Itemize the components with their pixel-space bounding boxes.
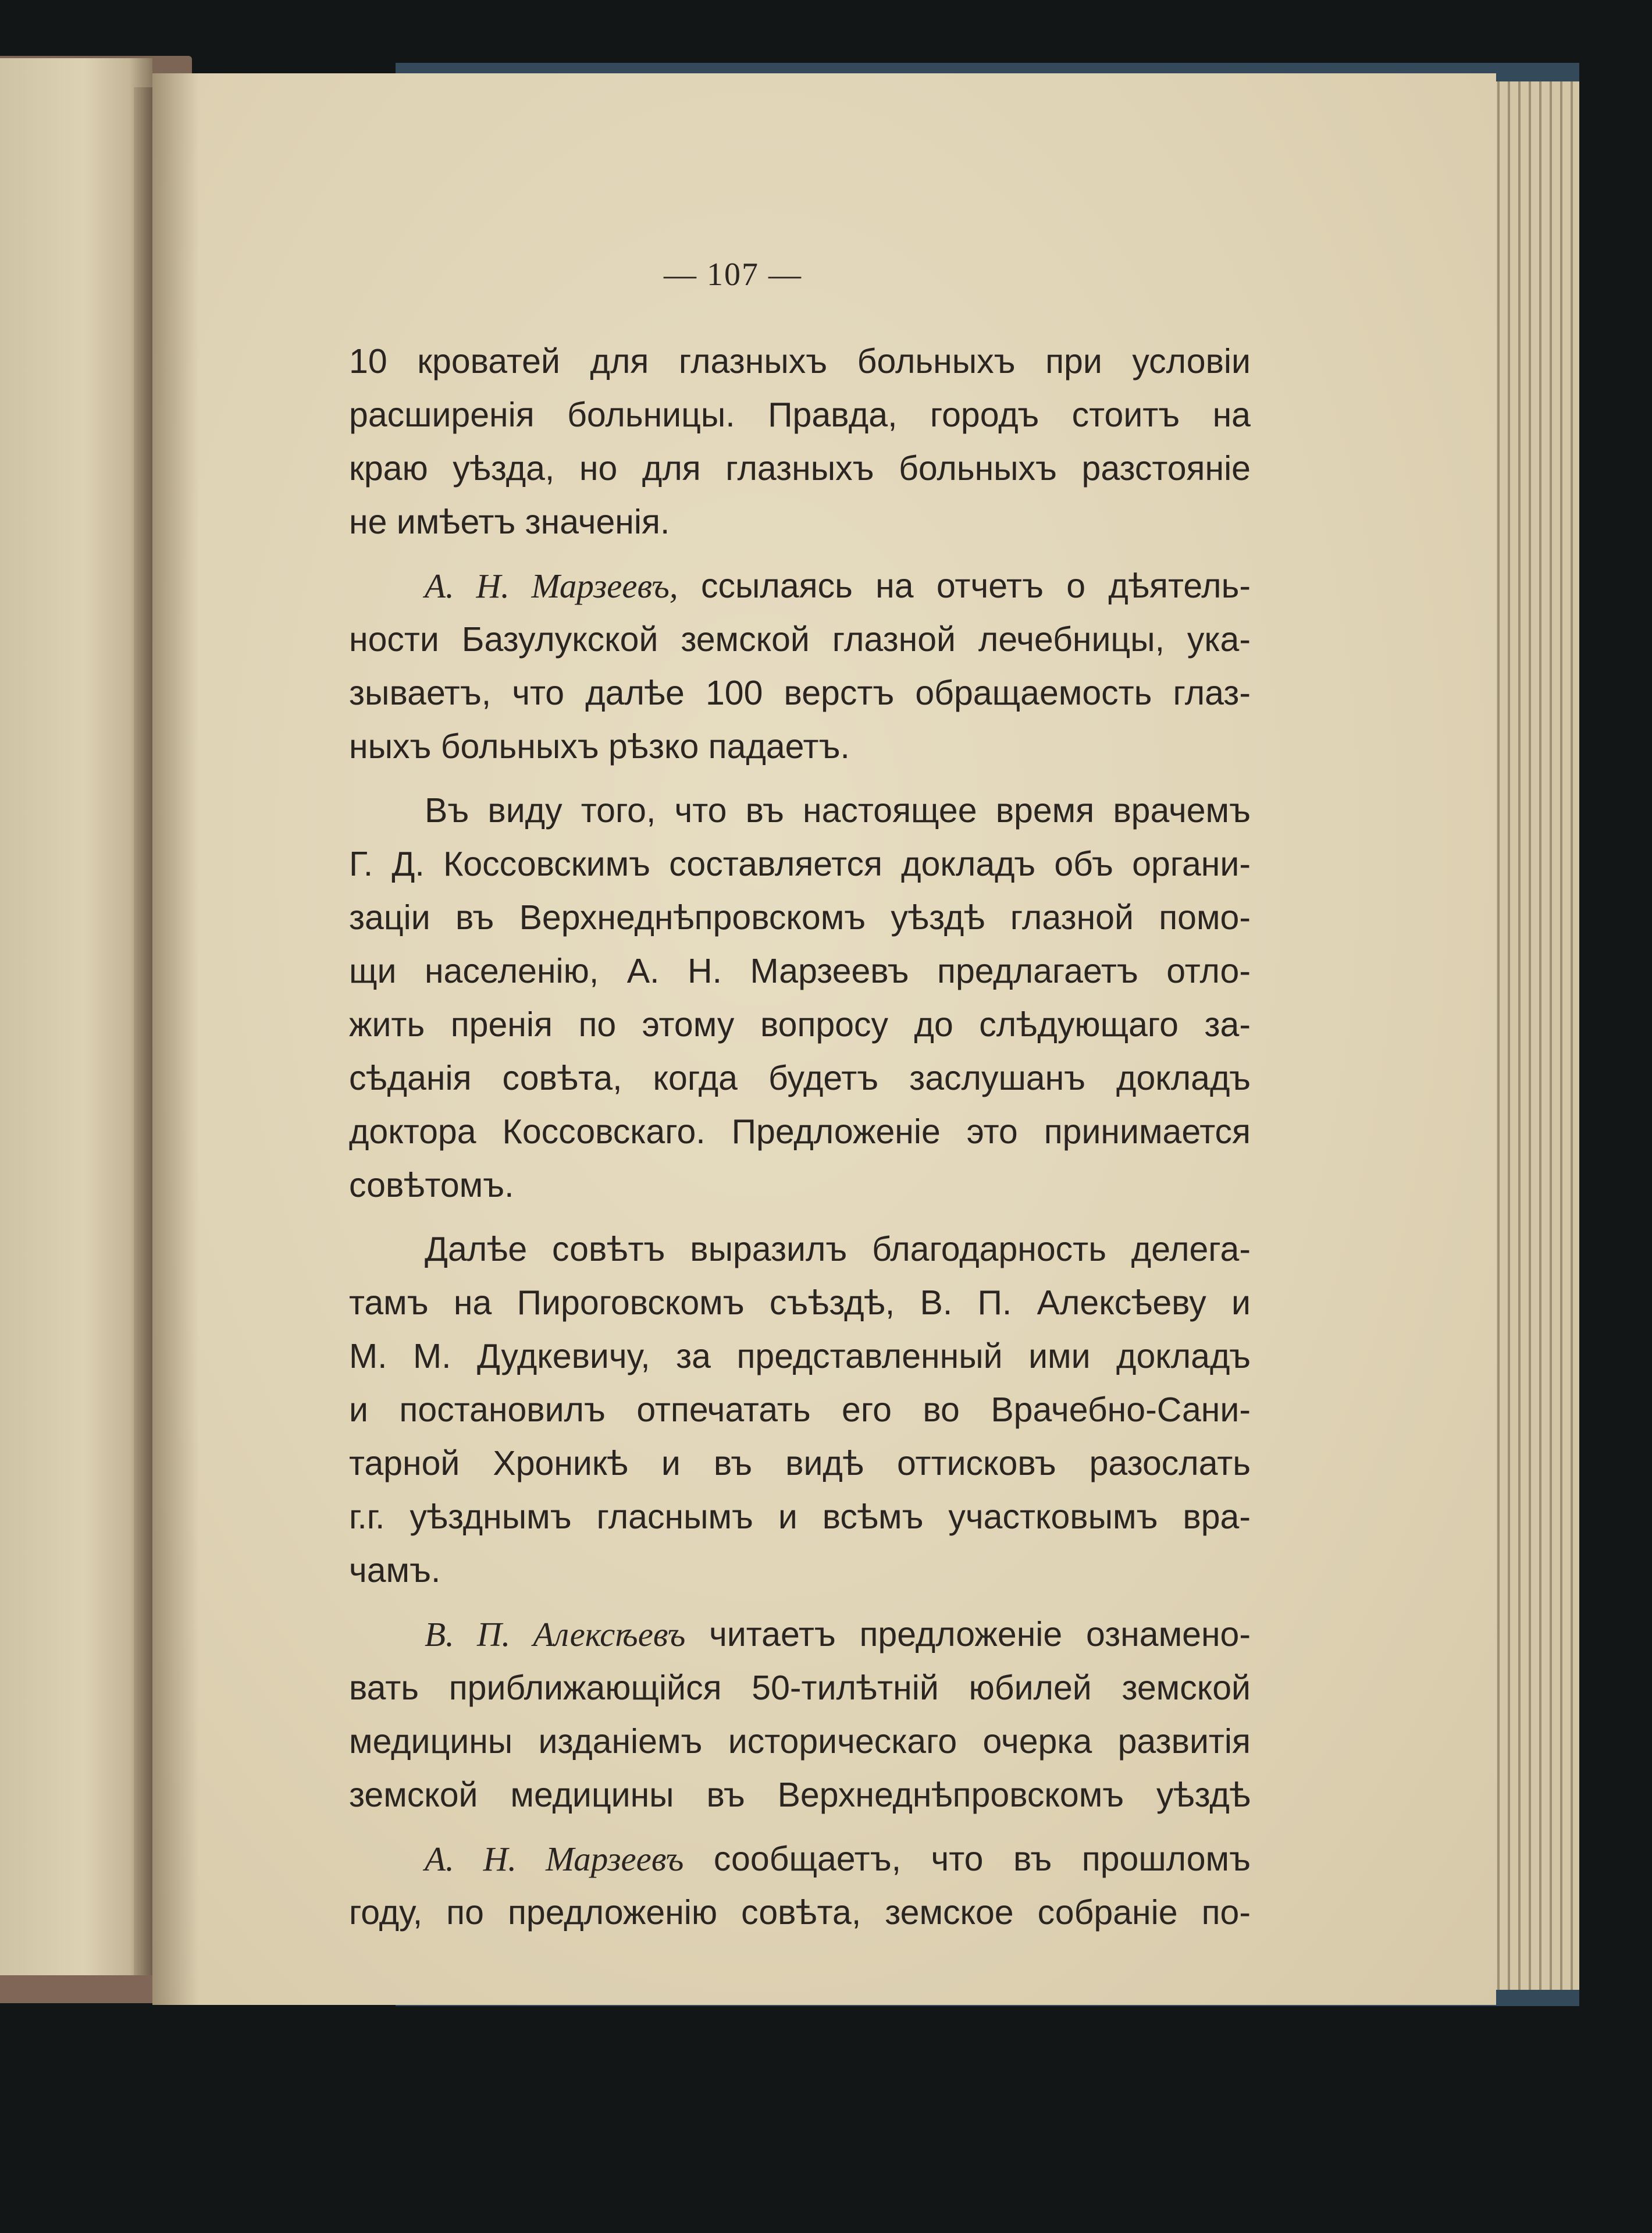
text-line: ныхъ больныхъ рѣзко падаетъ. bbox=[349, 727, 850, 766]
text-line: тамъ на Пироговскомъ съѣздѣ, В. П. Алексѣеву и bbox=[349, 1283, 1251, 1322]
page-gutter-shadow bbox=[152, 73, 199, 2005]
paragraph bbox=[349, 335, 1251, 549]
page-text bbox=[349, 335, 1251, 1950]
spine-edge bbox=[134, 87, 154, 1978]
paragraph bbox=[349, 1222, 1251, 1597]
text-line: г.г. уѣзднымъ гласнымъ и всѣмъ участковымъ вра- bbox=[349, 1498, 1251, 1536]
text-line bbox=[349, 1832, 1251, 1886]
text-line: не имѣетъ значенія. bbox=[349, 503, 670, 541]
left-cover-cloth-bottom bbox=[0, 1975, 175, 2003]
text-line: земской медицины въ Верхнеднѣпровскомъ уѣздѣ bbox=[349, 1776, 1251, 1814]
speaker-name: А. Н. Марзеевъ bbox=[425, 1840, 684, 1878]
left-page bbox=[0, 58, 152, 1990]
text-line: доктора Коссовскаго. Предложеніе это принимается bbox=[349, 1112, 1251, 1151]
line-text: читаетъ предложеніе ознамено- bbox=[709, 1615, 1251, 1654]
text-line: году, по предложенію совѣта, земское собраніе по- bbox=[349, 1893, 1251, 1932]
paragraph bbox=[349, 1608, 1251, 1822]
text-line: сѣданія совѣта, когда будетъ заслушанъ докладъ bbox=[349, 1059, 1251, 1097]
text-line: чамъ. bbox=[349, 1551, 441, 1590]
text-line: краю уѣзда, но для глазныхъ больныхъ разстояніе bbox=[349, 449, 1251, 488]
text-line bbox=[349, 1608, 1251, 1661]
speaker-name: В. П. Алексѣевъ bbox=[425, 1615, 686, 1654]
text-line: щи населенію, А. Н. Марзеевъ предлагаетъ отло- bbox=[349, 952, 1251, 990]
text-line: совѣтомъ. bbox=[349, 1166, 514, 1204]
text-line: расширенія больницы. Правда, городъ стоитъ на bbox=[349, 396, 1251, 434]
text-line: тарной Хроникѣ и въ видѣ оттисковъ разослать bbox=[349, 1444, 1251, 1482]
text-line bbox=[349, 559, 1251, 613]
line-text: сообщаетъ, что въ прошломъ bbox=[713, 1840, 1251, 1878]
text-line: вать приближающійся 50-тилѣтній юбилей земской bbox=[349, 1669, 1251, 1707]
text-line: М. М. Дудкевичу, за представленный ими докладъ bbox=[349, 1337, 1251, 1375]
page-number: — 107 — bbox=[664, 257, 802, 293]
text-line: и постановилъ отпечатать его во Врачебно-Сани- bbox=[349, 1391, 1251, 1429]
paragraph bbox=[349, 784, 1251, 1212]
text-line: жить пренія по этому вопросу до слѣдующаго за- bbox=[349, 1005, 1251, 1044]
text-line: Въ виду того, что въ настоящее время врачемъ bbox=[425, 791, 1251, 830]
page-edges bbox=[1489, 81, 1579, 1990]
speaker-name: А. Н. Марзеевъ, bbox=[425, 567, 678, 605]
text-line: заціи въ Верхнеднѣпровскомъ уѣздѣ глазной помо- bbox=[349, 898, 1251, 937]
paragraph bbox=[349, 1832, 1251, 1939]
text-line: Далѣе совѣтъ выразилъ благодарность делега- bbox=[425, 1230, 1251, 1268]
text-line: ности Базулукской земской глазной лечебницы, ука- bbox=[349, 620, 1251, 659]
paragraph bbox=[349, 559, 1251, 773]
text-line: медицины изданіемъ историческаго очерка развитія bbox=[349, 1722, 1251, 1761]
text-line: Г. Д. Коссовскимъ составляется докладъ объ органи- bbox=[349, 845, 1251, 883]
line-text: ссылаясь на отчетъ о дѣятель- bbox=[701, 567, 1251, 605]
text-line: зываетъ, что далѣе 100 верстъ обращаемость глаз- bbox=[349, 674, 1251, 712]
text-line: 10 кроватей для глазныхъ больныхъ при условіи bbox=[349, 342, 1251, 381]
